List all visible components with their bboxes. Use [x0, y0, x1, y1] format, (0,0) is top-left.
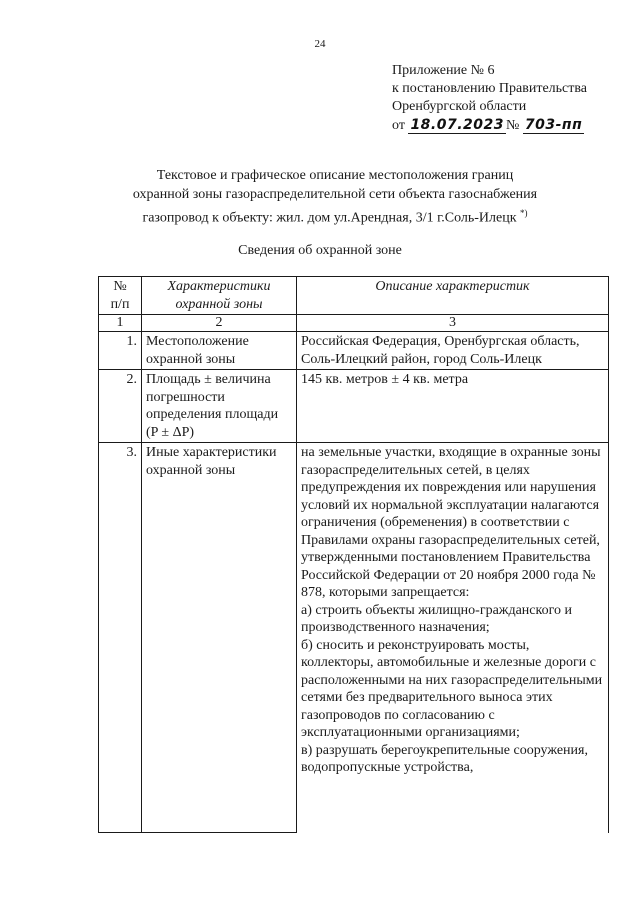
appendix-line-2: к постановлению Правительства [392, 81, 588, 96]
document-title [90, 166, 580, 228]
title-line-1: Текстовое и графическое описание местоположения границ [156, 168, 514, 183]
zone-info-table [98, 276, 609, 833]
row-description: Российская Федерация, Оренбургская область, Соль-Илецкий район, город Соль-Илецк [297, 332, 609, 370]
col-number: 1 [99, 315, 142, 332]
row-characteristic: Иные характеристики охранной зоны [142, 443, 297, 833]
row-description: на земельные участки, входящие в охранные зоны газораспределительных сетей, в целях предупреждения их повреждения или нарушения условий их нормальной эксплуатации налагаются ограничения (обременения) в соответствии с Правилами охраны газораспределительных сетей, утвержденными постановлением Правительства Российской Федерации от 20 ноября 2000 года № 878, которыми запрещается: а) строить объекты жилищно-гражданского и производственного назначения; б) сносить и реконструировать мосты, коллекторы, автомобильные и железные дороги с расположенными на них газораспределительными сетями без предварительного выноса этих газопроводов по согласованию с эксплуатационными организациями; в) разрушать берегоукрепительные сооружения, водопропускные устройства, [297, 443, 609, 833]
row-number: 2. [99, 370, 142, 443]
table-header-row [99, 277, 609, 315]
title-line-3: газопровод к объекту: жил. дом ул.Арендная, 3/1 г.Соль-Илецк *) [142, 208, 528, 226]
column-numbers-row [99, 315, 609, 332]
header-characteristics: Характеристики охранной зоны [142, 277, 297, 315]
appendix-date-line [392, 116, 587, 135]
section-title: Сведения об охранной зоне [238, 243, 402, 258]
header-num: № п/п [99, 277, 142, 315]
row-characteristic: Площадь ± величина погрешности определения площади (P ± ΔP) [142, 370, 297, 443]
col-number: 2 [142, 315, 297, 332]
col-number: 3 [297, 315, 609, 332]
date-prefix: от [392, 118, 405, 133]
title-line-2: охранной зоны газораспределительной сети объекта газоснабжения [132, 187, 538, 202]
row-number: 3. [99, 443, 142, 833]
appendix-block [392, 62, 587, 135]
table-row [99, 370, 609, 443]
appendix-line-3: Оренбургской области [392, 99, 527, 114]
number-prefix: № [506, 118, 520, 133]
page-number: 24 [314, 38, 326, 50]
appendix-line-1: Приложение № 6 [392, 63, 495, 78]
row-number: 1. [99, 332, 142, 370]
header-description: Описание характеристик [297, 277, 609, 315]
row-characteristic: Местоположение охранной зоны [142, 332, 297, 370]
table-row [99, 332, 609, 370]
table-row [99, 443, 609, 833]
handwritten-date: 18.07.2023 [410, 117, 505, 133]
row-description: 145 кв. метров ± 4 кв. метра [297, 370, 609, 443]
footnote-mark: *) [520, 208, 528, 218]
handwritten-number: 703-пп [524, 117, 583, 133]
